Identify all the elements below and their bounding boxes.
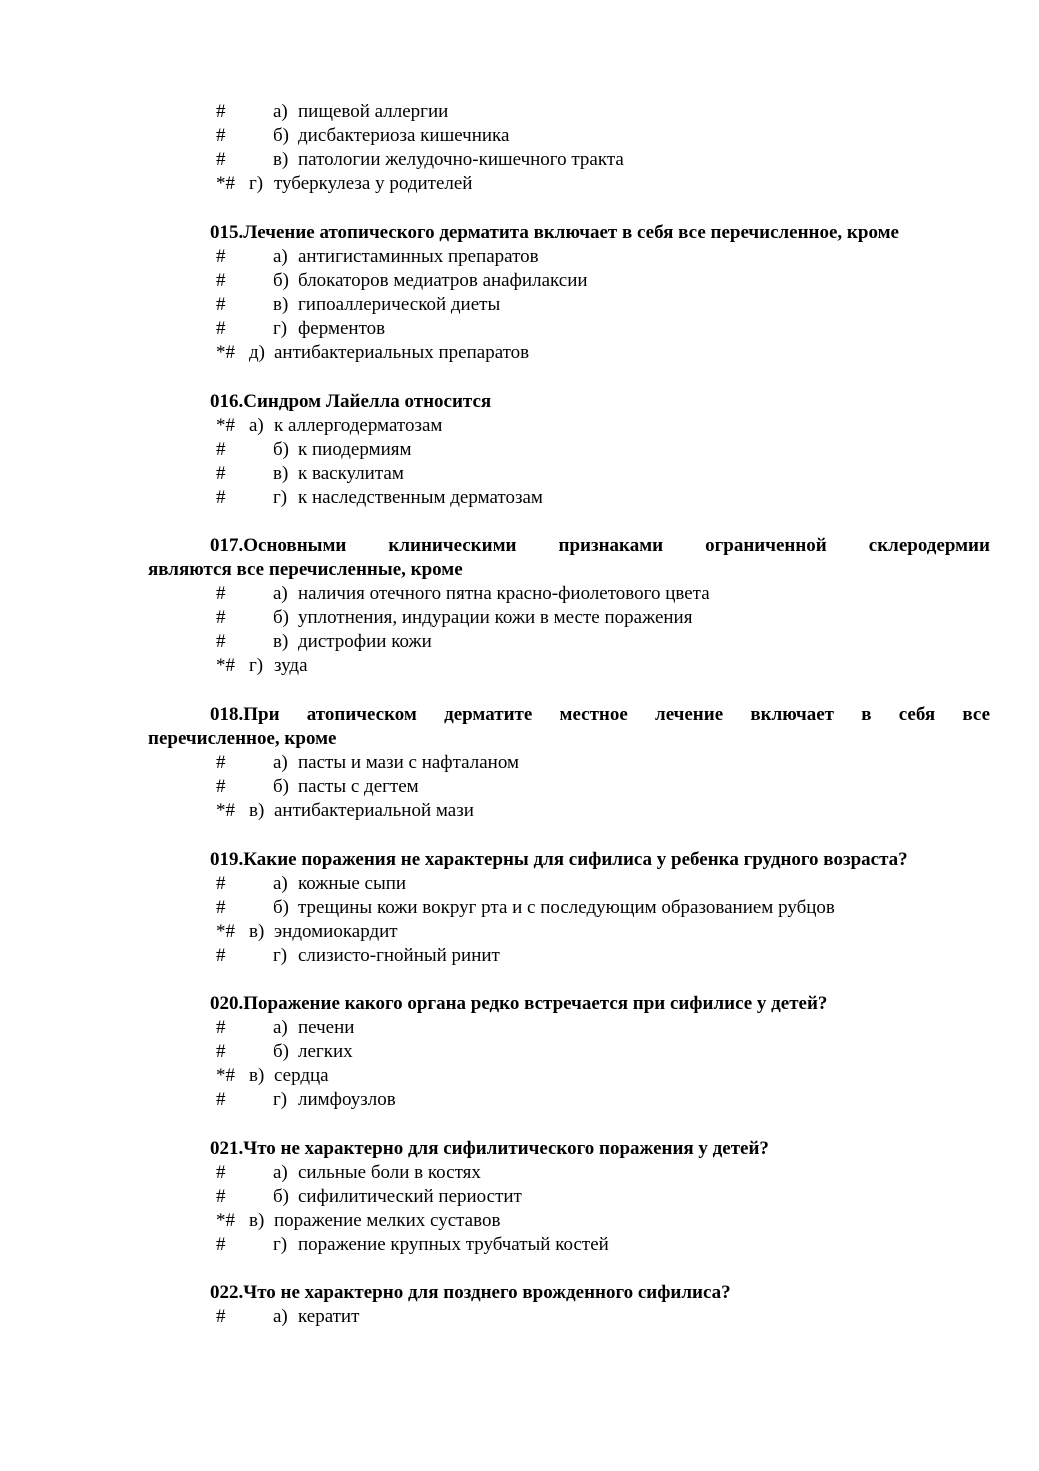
answer-option-correct bbox=[0, 414, 1039, 438]
answer-marker: # bbox=[216, 1017, 226, 1038]
answer-text: трещины кожи вокруг рта и с последующим образованием рубцов bbox=[298, 897, 835, 918]
answer-letter: г) bbox=[273, 945, 288, 966]
question-word: клиническими bbox=[388, 535, 517, 556]
answer-option bbox=[0, 438, 1039, 462]
answer-text: к васкулитам bbox=[298, 463, 404, 484]
answer-marker: # bbox=[216, 945, 226, 966]
answer-marker: *# bbox=[216, 415, 235, 436]
question-word: включает bbox=[750, 704, 835, 725]
question-title-continued: перечисленное, кроме bbox=[148, 728, 337, 749]
answer-text: ферментов bbox=[298, 318, 386, 339]
question-word: атопическом bbox=[306, 704, 417, 725]
answer-letter: г) bbox=[249, 655, 264, 676]
answer-letter: б) bbox=[273, 607, 289, 628]
answer-text: слизисто-гнойный ринит bbox=[298, 945, 500, 966]
answer-text: эндомиокардит bbox=[274, 921, 398, 942]
answer-option bbox=[0, 1185, 1039, 1209]
answer-option bbox=[0, 1161, 1039, 1185]
question-block bbox=[0, 703, 1039, 823]
answer-letter: а) bbox=[273, 1162, 288, 1183]
answer-option bbox=[0, 896, 1039, 920]
answer-option bbox=[0, 293, 1039, 317]
answer-text: зуда bbox=[274, 655, 308, 676]
answer-letter: б) bbox=[273, 1186, 289, 1207]
answer-letter: а) bbox=[273, 246, 288, 267]
answer-letter: в) bbox=[273, 294, 289, 315]
answer-letter: а) bbox=[273, 752, 288, 773]
question-title: 020.Поражение какого органа редко встречается при сифилисе у детей? bbox=[210, 993, 828, 1014]
answer-option bbox=[0, 751, 1039, 775]
answer-marker: # bbox=[216, 463, 226, 484]
answer-marker: # bbox=[216, 873, 226, 894]
answer-letter: б) bbox=[273, 776, 289, 797]
question-word: 018.При bbox=[210, 704, 280, 725]
answer-letter: б) bbox=[273, 1041, 289, 1062]
answer-letter: в) bbox=[249, 921, 265, 942]
question-title: 022.Что не характерно для позднего врожденного сифилиса? bbox=[210, 1282, 731, 1303]
answer-letter: б) bbox=[273, 897, 289, 918]
answer-option bbox=[0, 124, 1039, 148]
answer-text: пасты и мази с нафталаном bbox=[298, 752, 519, 773]
answer-option bbox=[0, 944, 1039, 968]
answer-text: антигистаминных препаратов bbox=[298, 246, 539, 267]
answer-option-correct bbox=[0, 1209, 1039, 1233]
answer-letter: г) bbox=[249, 173, 264, 194]
answer-option-correct bbox=[0, 341, 1039, 365]
answer-letter: в) bbox=[249, 1065, 265, 1086]
answer-option bbox=[0, 100, 1039, 124]
answer-marker: # bbox=[216, 897, 226, 918]
answer-option bbox=[0, 606, 1039, 630]
answer-letter: б) bbox=[273, 270, 289, 291]
answer-option bbox=[0, 630, 1039, 654]
question-block bbox=[0, 1137, 1039, 1257]
answer-option bbox=[0, 582, 1039, 606]
answer-marker: *# bbox=[216, 1210, 235, 1231]
answer-text: кожные сыпи bbox=[298, 873, 407, 894]
question-word: ограниченной bbox=[705, 535, 827, 556]
question-title: 016.Синдром Лайелла относится bbox=[210, 391, 492, 412]
answer-marker: # bbox=[216, 125, 226, 146]
question-word: признаками bbox=[558, 535, 664, 556]
answer-text: поражение крупных трубчатый костей bbox=[298, 1234, 609, 1255]
question-word: 017.Основными bbox=[210, 535, 347, 556]
answer-text: к аллергодерматозам bbox=[274, 415, 443, 436]
answer-text: сильные боли в костях bbox=[298, 1162, 481, 1183]
question-word: лечение bbox=[655, 704, 724, 725]
answer-text: к наследственным дерматозам bbox=[298, 487, 543, 508]
answer-text: наличия отечного пятна красно-фиолетового цвета bbox=[298, 583, 710, 604]
answer-letter: в) bbox=[273, 149, 289, 170]
answer-letter: в) bbox=[273, 631, 289, 652]
answer-marker: # bbox=[216, 318, 226, 339]
question-block bbox=[0, 848, 1039, 968]
question-block bbox=[0, 390, 1039, 510]
answer-marker: # bbox=[216, 776, 226, 797]
answer-text: антибактериальных препаратов bbox=[274, 342, 530, 363]
answer-marker: *# bbox=[216, 173, 235, 194]
answer-option-correct bbox=[0, 654, 1039, 678]
answer-marker: # bbox=[216, 1306, 226, 1327]
answer-marker: # bbox=[216, 149, 226, 170]
answer-letter: а) bbox=[249, 415, 264, 436]
answer-letter: г) bbox=[273, 487, 288, 508]
answer-text: туберкулеза у родителей bbox=[274, 173, 473, 194]
answer-text: патологии желудочно-кишечного тракта bbox=[298, 149, 624, 170]
answer-option bbox=[0, 1016, 1039, 1040]
answer-marker: # bbox=[216, 752, 226, 773]
answer-text: лимфоузлов bbox=[298, 1089, 396, 1110]
answer-option bbox=[0, 245, 1039, 269]
answer-option bbox=[0, 462, 1039, 486]
answer-option bbox=[0, 1040, 1039, 1064]
answer-marker: # bbox=[216, 1162, 226, 1183]
answer-marker: # bbox=[216, 1041, 226, 1062]
answer-text: дисбактериоза кишечника bbox=[298, 125, 510, 146]
question-block bbox=[0, 100, 1039, 196]
answer-option bbox=[0, 775, 1039, 799]
answer-marker: # bbox=[216, 607, 226, 628]
answer-marker: # bbox=[216, 1186, 226, 1207]
answer-text: пищевой аллергии bbox=[298, 101, 449, 122]
question-word: в bbox=[861, 704, 872, 725]
answer-letter: в) bbox=[273, 463, 289, 484]
answer-marker: # bbox=[216, 246, 226, 267]
answer-letter: а) bbox=[273, 583, 288, 604]
answer-text: кератит bbox=[298, 1306, 360, 1327]
question-word: дерматите bbox=[444, 704, 533, 725]
answer-option bbox=[0, 872, 1039, 896]
answer-marker: *# bbox=[216, 342, 235, 363]
answer-letter: б) bbox=[273, 439, 289, 460]
answer-text: антибактериальной мази bbox=[274, 800, 474, 821]
answer-option-correct bbox=[0, 1064, 1039, 1088]
answer-text: сердца bbox=[274, 1065, 329, 1086]
answer-marker: # bbox=[216, 1234, 226, 1255]
answer-text: гипоаллерической диеты bbox=[298, 294, 501, 315]
question-block bbox=[0, 992, 1039, 1112]
question-title-line bbox=[210, 534, 990, 558]
answer-option-correct bbox=[0, 172, 1039, 196]
answer-letter: г) bbox=[273, 1089, 288, 1110]
answer-marker: *# bbox=[216, 800, 235, 821]
answer-marker: # bbox=[216, 583, 226, 604]
answer-marker: # bbox=[216, 101, 226, 122]
question-title: 021.Что не характерно для сифилитического поражения у детей? bbox=[210, 1138, 769, 1159]
answer-letter: г) bbox=[273, 318, 288, 339]
answer-text: дистрофии кожи bbox=[298, 631, 432, 652]
answer-option bbox=[0, 148, 1039, 172]
answer-option bbox=[0, 1233, 1039, 1257]
answer-marker: *# bbox=[216, 1065, 235, 1086]
answer-text: легких bbox=[298, 1041, 353, 1062]
answer-letter: б) bbox=[273, 125, 289, 146]
answer-marker: # bbox=[216, 1089, 226, 1110]
answer-option bbox=[0, 317, 1039, 341]
answer-marker: # bbox=[216, 631, 226, 652]
question-block bbox=[0, 534, 1039, 678]
question-title-line bbox=[210, 703, 990, 727]
answer-letter: д) bbox=[249, 342, 265, 363]
answer-text: уплотнения, индурации кожи в месте поражения bbox=[298, 607, 693, 628]
answer-text: к пиодермиям bbox=[298, 439, 412, 460]
answer-letter: а) bbox=[273, 1306, 288, 1327]
answer-text: сифилитический периостит bbox=[298, 1186, 522, 1207]
question-title-continued: являются все перечисленные, кроме bbox=[148, 559, 463, 580]
answer-option bbox=[0, 269, 1039, 293]
question-word: себя bbox=[898, 704, 936, 725]
answer-letter: в) bbox=[249, 800, 265, 821]
answer-text: пасты с дегтем bbox=[298, 776, 419, 797]
answer-marker: *# bbox=[216, 921, 235, 942]
question-word: все bbox=[962, 704, 990, 725]
answer-marker: # bbox=[216, 270, 226, 291]
answer-letter: в) bbox=[249, 1210, 265, 1231]
answer-text: печени bbox=[298, 1017, 355, 1038]
answer-letter: а) bbox=[273, 101, 288, 122]
answer-marker: # bbox=[216, 487, 226, 508]
question-title: 015.Лечение атопического дерматита включает в себя все перечисленное, кроме bbox=[210, 222, 899, 243]
answer-option-correct bbox=[0, 920, 1039, 944]
answer-text: поражение мелких суставов bbox=[274, 1210, 501, 1231]
answer-marker: # bbox=[216, 294, 226, 315]
question-block bbox=[0, 1281, 1039, 1329]
question-title: 019.Какие поражения не характерны для сифилиса у ребенка грудного возраста? bbox=[210, 849, 908, 870]
answer-marker: # bbox=[216, 439, 226, 460]
question-block bbox=[0, 221, 1039, 365]
answer-option bbox=[0, 486, 1039, 510]
answer-letter: а) bbox=[273, 1017, 288, 1038]
answer-option bbox=[0, 1305, 1039, 1329]
answer-option bbox=[0, 1088, 1039, 1112]
answer-letter: г) bbox=[273, 1234, 288, 1255]
answer-marker: *# bbox=[216, 655, 235, 676]
answer-letter: а) bbox=[273, 873, 288, 894]
question-word: местное bbox=[559, 704, 628, 725]
answer-option-correct bbox=[0, 799, 1039, 823]
answer-text: блокаторов медиатров анафилаксии bbox=[298, 270, 588, 291]
question-word: склеродермии bbox=[868, 535, 990, 556]
